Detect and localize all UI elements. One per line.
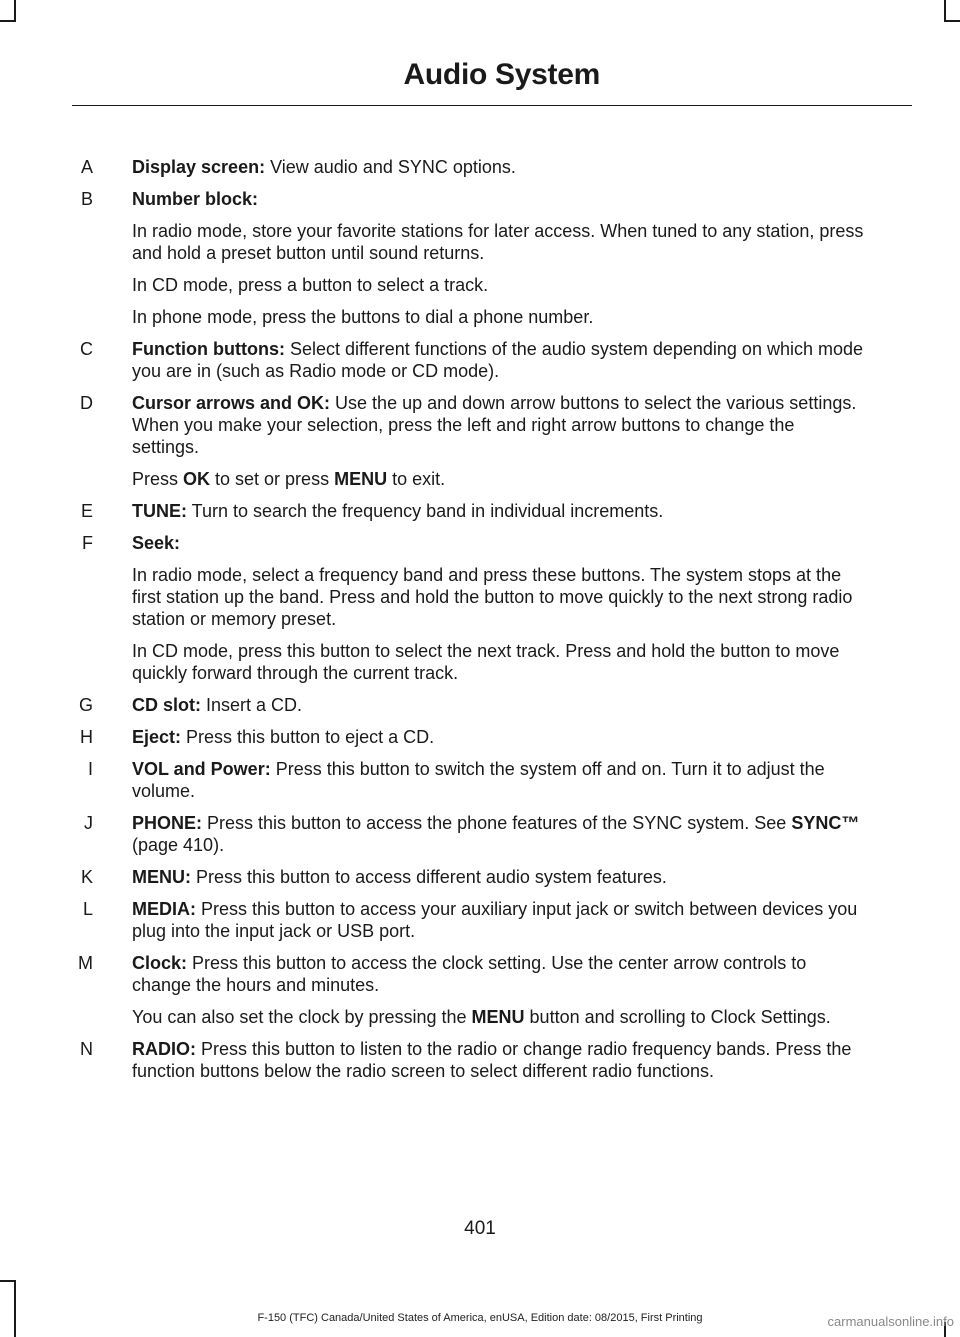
crop-mark-bottom-left-v bbox=[14, 1280, 16, 1337]
text-run: (page 410). bbox=[132, 835, 225, 855]
entry-description bbox=[132, 392, 866, 490]
callout-letter: J bbox=[84, 813, 93, 833]
entry-k bbox=[0, 866, 960, 888]
text-run: In CD mode, press a button to select a track. bbox=[132, 275, 489, 295]
entry-term: CD slot: bbox=[132, 695, 201, 715]
edition-footer: F-150 (TFC) Canada/United States of America, enUSA, Edition date: 08/2015, First Printing bbox=[257, 1312, 703, 1324]
callout-letter: E bbox=[80, 501, 93, 521]
entry-description bbox=[132, 726, 866, 748]
entry-term: Seek: bbox=[132, 533, 181, 553]
entry-d bbox=[0, 392, 960, 490]
entry-term: MEDIA: bbox=[132, 899, 196, 919]
description-paragraph bbox=[132, 726, 866, 748]
entry-m bbox=[0, 952, 960, 1028]
callout-letter: K bbox=[80, 867, 93, 887]
description-paragraph bbox=[132, 812, 866, 856]
description-paragraph bbox=[132, 758, 866, 802]
entry-f bbox=[0, 532, 960, 684]
description-paragraph bbox=[132, 1038, 866, 1082]
callout-letter: I bbox=[87, 759, 93, 779]
crop-mark-top-left-v bbox=[14, 0, 16, 20]
description-paragraph bbox=[132, 640, 866, 684]
callout-letter: M bbox=[78, 953, 93, 973]
crop-mark-top-right-v bbox=[944, 0, 946, 20]
callout-letter: B bbox=[80, 189, 93, 209]
text-run: You can also set the clock by pressing the bbox=[132, 1007, 472, 1027]
entry-h bbox=[0, 726, 960, 748]
entry-a bbox=[0, 156, 960, 178]
callout-letter: H bbox=[80, 727, 93, 747]
entry-term: Function buttons: bbox=[132, 339, 285, 359]
page-title: Audio System bbox=[403, 58, 600, 91]
callout-letter: L bbox=[82, 899, 93, 919]
description-paragraph bbox=[132, 156, 866, 178]
definition-list bbox=[0, 156, 960, 1092]
keyword: SYNC™ bbox=[791, 813, 860, 833]
description-paragraph bbox=[132, 220, 866, 264]
description-paragraph bbox=[132, 564, 866, 630]
entry-description bbox=[132, 156, 866, 178]
text-run: In phone mode, press the buttons to dial a phone number. bbox=[132, 307, 594, 327]
text-run: View audio and SYNC options. bbox=[265, 157, 516, 177]
keyword: OK bbox=[183, 469, 211, 489]
text-run: Press this button to eject a CD. bbox=[181, 727, 435, 747]
description-paragraph bbox=[132, 500, 866, 522]
entry-l bbox=[0, 898, 960, 942]
callout-letter: A bbox=[80, 157, 93, 177]
callout-letter: F bbox=[82, 533, 93, 553]
entry-description bbox=[132, 952, 866, 1028]
description-paragraph bbox=[132, 392, 866, 458]
text-run: to exit. bbox=[387, 469, 446, 489]
entry-e bbox=[0, 500, 960, 522]
entry-description bbox=[132, 338, 866, 382]
entry-term: Cursor arrows and OK: bbox=[132, 393, 331, 413]
keyword: MENU bbox=[471, 1007, 525, 1027]
page-number: 401 bbox=[464, 1218, 496, 1239]
text-run: Press this button to access different audio system features. bbox=[191, 867, 667, 887]
title-divider bbox=[72, 105, 912, 106]
entry-description bbox=[132, 898, 866, 942]
entry-g bbox=[0, 694, 960, 716]
description-paragraph bbox=[132, 274, 866, 296]
keyword: MENU bbox=[334, 469, 388, 489]
entry-j bbox=[0, 812, 960, 856]
crop-mark-top-right-h bbox=[944, 20, 960, 22]
text-run: In CD mode, press this button to select the next track. Press and hold the button to move quickly forward through the current track. bbox=[132, 641, 840, 683]
description-paragraph bbox=[132, 468, 866, 490]
entry-term: Eject: bbox=[132, 727, 182, 747]
description-paragraph bbox=[132, 532, 866, 554]
text-run: Press this button to switch the system off and on. Turn it to adjust the volume. bbox=[132, 759, 825, 801]
text-run: In radio mode, store your favorite stations for later access. When tuned to any station, press and hold a preset button until sound returns. bbox=[132, 221, 864, 263]
callout-letter: C bbox=[80, 339, 93, 359]
entry-term: Display screen: bbox=[132, 157, 266, 177]
description-paragraph bbox=[132, 306, 866, 328]
entry-description bbox=[132, 694, 866, 716]
callout-letter: D bbox=[80, 393, 93, 413]
text-run: button and scrolling to Clock Settings. bbox=[524, 1007, 831, 1027]
entry-description bbox=[132, 812, 866, 856]
text-run: Use the up and down arrow buttons to select the various settings. When you make your selection, press the left and right arrow buttons to change the settings. bbox=[132, 393, 857, 457]
text-run: Press this button to access the clock setting. Use the center arrow controls to change the hours and minutes. bbox=[132, 953, 807, 995]
entry-description bbox=[132, 866, 866, 888]
entry-term: RADIO: bbox=[132, 1039, 196, 1059]
text-run: Press this button to listen to the radio or change radio frequency bands. Press the function buttons below the radio screen to select different radio functions. bbox=[132, 1039, 852, 1081]
entry-term: Clock: bbox=[132, 953, 188, 973]
text-run: Press this button to access your auxiliary input jack or switch between devices you plug into the input jack or USB port. bbox=[132, 899, 858, 941]
entry-term: MENU: bbox=[132, 867, 191, 887]
entry-term: Number block: bbox=[132, 189, 259, 209]
text-run: to set or press bbox=[210, 469, 335, 489]
crop-mark-top-left-h bbox=[0, 20, 16, 22]
description-paragraph bbox=[132, 338, 866, 382]
entry-c bbox=[0, 338, 960, 382]
description-paragraph bbox=[132, 188, 866, 210]
text-run: Select different functions of the audio system depending on which mode you are in (such as Radio mode or CD mode). bbox=[132, 339, 863, 381]
entry-description bbox=[132, 500, 866, 522]
entry-description bbox=[132, 758, 866, 802]
text-run: Insert a CD. bbox=[201, 695, 303, 715]
description-paragraph bbox=[132, 866, 866, 888]
text-run: Press this button to access the phone features of the SYNC system. See bbox=[202, 813, 792, 833]
description-paragraph bbox=[132, 898, 866, 942]
text-run: Press bbox=[132, 469, 184, 489]
crop-mark-bottom-left-h bbox=[0, 1280, 16, 1282]
description-paragraph bbox=[132, 1006, 866, 1028]
description-paragraph bbox=[132, 952, 866, 996]
entry-description bbox=[132, 188, 866, 328]
entry-term: VOL and Power: bbox=[132, 759, 271, 779]
watermark: carmanualsonline.info bbox=[827, 1314, 954, 1329]
entry-description bbox=[132, 532, 866, 684]
entry-i bbox=[0, 758, 960, 802]
entry-description bbox=[132, 1038, 866, 1082]
entry-term: TUNE: bbox=[132, 501, 187, 521]
callout-letter: G bbox=[78, 695, 93, 715]
text-run: Turn to search the frequency band in individual increments. bbox=[187, 501, 664, 521]
text-run: In radio mode, select a frequency band and press these buttons. The system stops at the first station up the band. Press and hold the button to move quickly to the next strong radio station or memory preset. bbox=[132, 565, 853, 629]
description-paragraph bbox=[132, 694, 866, 716]
entry-n bbox=[0, 1038, 960, 1082]
entry-b bbox=[0, 188, 960, 328]
keyword: PHONE: bbox=[132, 813, 203, 833]
callout-letter: N bbox=[80, 1039, 93, 1059]
